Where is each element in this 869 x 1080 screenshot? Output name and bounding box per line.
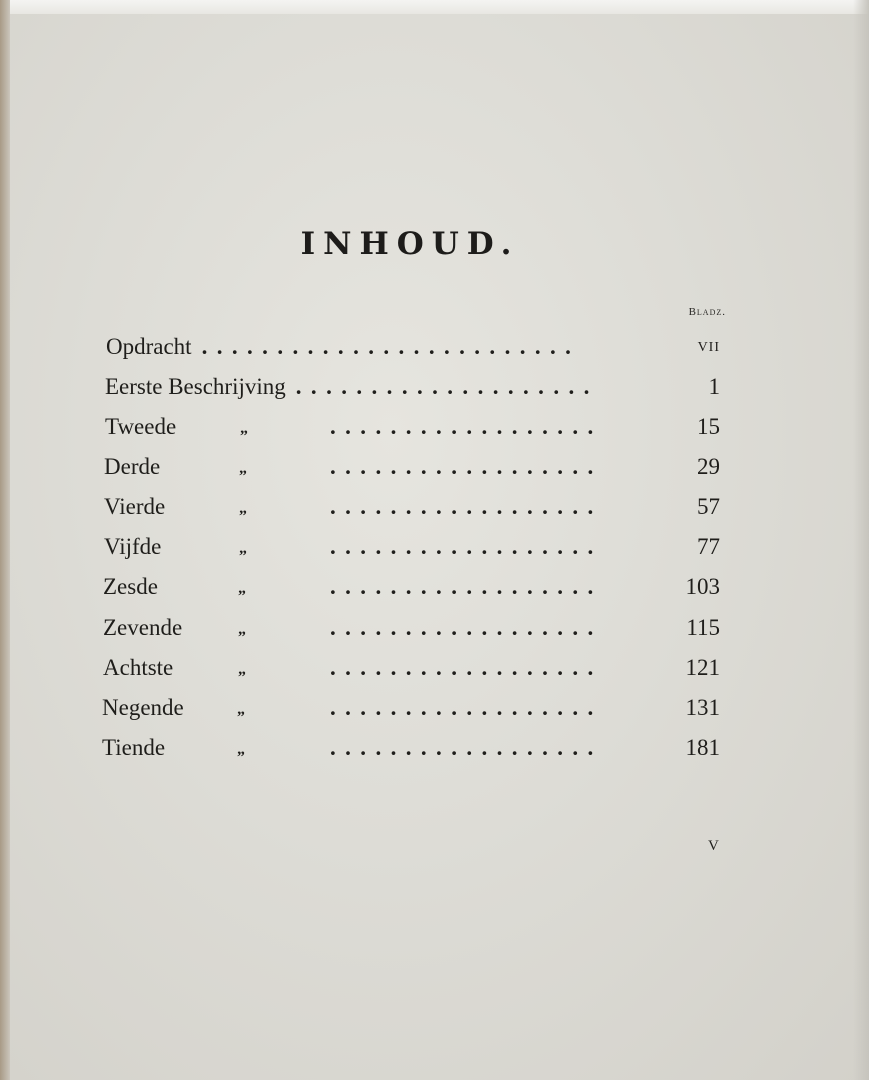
toc-leader-dots: .................... [295, 374, 599, 399]
toc-entry [105, 414, 720, 454]
toc-entry-page: 131 [685, 695, 720, 720]
toc-entry-name: Achtste [103, 655, 174, 680]
page-left-edge [0, 0, 10, 1080]
toc-entry-page: 77 [697, 534, 720, 559]
page-column-header: Bladz. [688, 306, 726, 318]
toc-leader-dots: .................. [330, 534, 603, 559]
toc-entry-page: 121 [685, 655, 720, 680]
toc-entry-name: Zesde [103, 574, 158, 599]
toc-entry [105, 374, 720, 414]
toc-ditto-mark: „ [238, 621, 246, 638]
toc-leader-dots: .................. [330, 494, 603, 519]
toc-leader-dots: .................. [330, 655, 603, 680]
toc-leader-dots: ......................... [201, 334, 581, 359]
page-folio: v [708, 830, 719, 855]
toc-entry [102, 735, 720, 775]
toc-entry [102, 695, 720, 735]
toc-leader-dots: .................. [330, 735, 603, 760]
toc-entry [106, 334, 720, 374]
toc-leader-dots: .................. [330, 695, 603, 720]
toc-ditto-mark: „ [237, 741, 245, 758]
toc-entry-page: 103 [685, 574, 720, 599]
toc-leader-dots: .................. [330, 574, 603, 599]
toc-ditto-mark: „ [239, 540, 247, 557]
toc-ditto-mark: „ [240, 420, 248, 437]
toc-entry-page: 15 [697, 414, 720, 439]
toc-entry-name: Negende [102, 695, 184, 720]
toc-entry-page: 29 [697, 454, 720, 479]
toc-entry-name: Tweede [105, 414, 177, 439]
page-top-edge [0, 0, 869, 14]
toc-entry [103, 574, 720, 614]
toc-ditto-mark: „ [239, 460, 247, 477]
toc-entry-name: Opdracht [106, 334, 192, 359]
toc-entry [104, 534, 720, 574]
toc-ditto-mark: „ [237, 701, 245, 718]
toc-leader-dots: .................. [330, 454, 603, 479]
toc-entry-name: Zevende [103, 615, 183, 640]
toc-leader-dots: .................. [330, 615, 603, 640]
toc-ditto-mark: „ [238, 580, 246, 597]
toc-entry [104, 494, 720, 534]
toc-entry [103, 655, 720, 695]
toc-entry-page: 181 [685, 735, 720, 760]
toc-entry-name: Vierde [104, 494, 166, 519]
toc-entry-name: Vijfde [104, 534, 162, 559]
toc-entry [103, 615, 720, 655]
toc-entry-page: 115 [686, 615, 720, 640]
page-right-shadow [853, 0, 869, 1080]
toc-entry [104, 454, 720, 494]
toc-leader-dots: .................. [330, 414, 603, 439]
page-title: INHOUD. [300, 226, 520, 262]
toc-entry-name: Derde [104, 454, 161, 479]
toc-entry-page: 57 [697, 494, 720, 519]
toc-ditto-mark: „ [239, 500, 247, 517]
toc-entry-name: Tiende [102, 735, 166, 760]
toc-entry-page: vii [697, 334, 720, 356]
toc-ditto-mark: „ [238, 661, 246, 678]
toc-entry-name: Eerste Beschrijving [105, 374, 286, 399]
toc-entry-page: 1 [708, 374, 720, 399]
